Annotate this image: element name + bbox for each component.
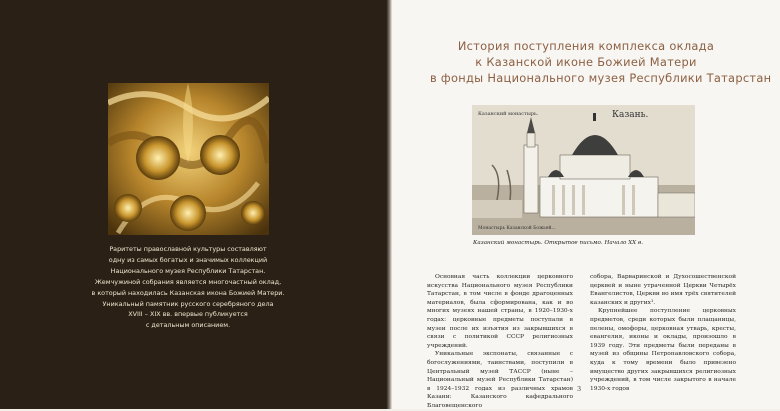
postcard-header-right: Казань. <box>612 110 649 120</box>
title-line: История поступления комплекса оклада <box>457 39 715 53</box>
gold-oklad-photo <box>108 83 269 235</box>
caption-line: в который находилась Казанская икона Божией Матери. <box>91 288 285 297</box>
title-line: к Казанской иконе Божией Матери <box>475 55 697 69</box>
chapter-title <box>430 38 772 86</box>
title-line: в фонды Национального музея Республики Татарстан <box>430 71 772 85</box>
text-column-1 <box>427 273 573 411</box>
postcard-header-left: Казанский монастырь. <box>478 111 539 117</box>
caption-line: с детальным описанием. <box>145 321 231 330</box>
left-page <box>0 0 388 409</box>
caption-line: Жемчужиной собрания является многочастный оклад, <box>94 277 282 286</box>
caption-line: XVIII – XIX вв. впервые публикуется <box>128 310 248 319</box>
caption-line: одну из самых богатых и значимых коллекций <box>108 255 268 264</box>
postcard-bottom-label: Монастырь Казанской Божьей... <box>478 226 556 231</box>
paragraph: Уникальные экспонаты, связанные с богослужениями, таинствами, поступили в Центральный музей ТАССР (ныне – Национальный музей Республики Татарстан) в 1924–1932 годах из различных храмов Казани: Казанского кафедрального Благовещенского <box>427 351 573 409</box>
paragraph: Основная часть коллекции церковного искусства Национального музея Республики Татарстан, в том числе в фонде драгоценных материалов, была сформирована, как и во многих музеях нашей страны, в 1920–1930-х годах: церковные предметы поступали в музеи после их изъятия из закрывшихся в связи с политикой СССР религиозных учреждений. <box>427 274 573 349</box>
caption-line: Раритеты православной культуры составляют <box>109 245 267 253</box>
text-column-2 <box>590 273 736 393</box>
paragraph: Крупнейшее поступление церковных предметов, среди которых были плащаницы, пелены, омофоры, церковная утварь, кресты, евангелия, иконы и оклады, произошло в 1939 году. Эти предметы были переданы в музей из общины Петропавловского собора, куда к тому времени было привезено имущество других закрывшихся религиозных учреждений, в том числе закрытого в начале 1930-х годов <box>590 308 736 392</box>
caption-line: Уникальный памятник русского серебряного дела <box>102 299 274 308</box>
photo-caption: Казанский монастырь. Открытое письмо. Начало XX в. <box>473 240 643 246</box>
paragraph: собора, Варваринской и Духосошественской церквей и ныне утраченной Церкви Четырёх Евангелистов, Церкви во имя трёх святителей казанских и других¹. <box>590 274 736 306</box>
page-number: 3 <box>577 385 582 393</box>
caption-line: Национального музея Республики Татарстан. <box>110 266 266 275</box>
monastery-postcard-photo <box>472 105 695 235</box>
left-caption <box>86 244 290 331</box>
